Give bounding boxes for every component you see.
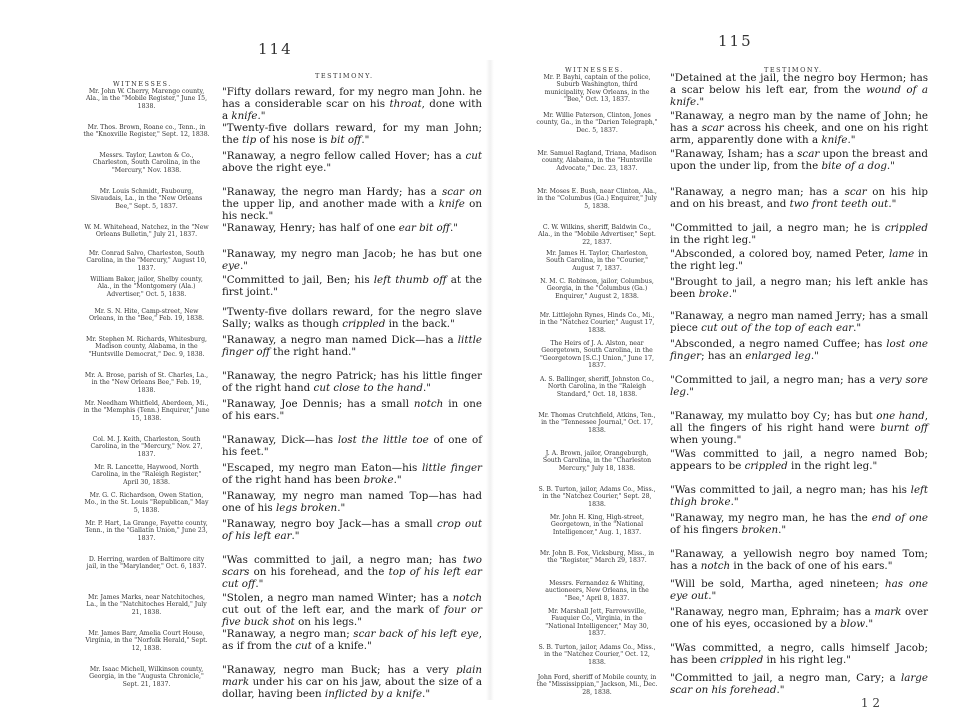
testimony-text: "Ranaway, my negro man, he has the end of one of his fingers broken." — [670, 512, 928, 537]
witness-citation: Mr. Thomas Crutchfield, Atkins, Ten., in the "Tennessee Journal," Oct. 17, 1838. — [538, 412, 656, 434]
testimony-text: "Ranaway, a negro man named Jerry; has a small piece cut out of the top of each ear." — [670, 310, 928, 335]
testimony-text: "Will be sold, Martha, aged nineteen; has one eye out." — [670, 578, 928, 603]
witness-citation: John Ford, sheriff of Mobile county, in the "Mississippian," Jackson, Mi., Dec. 28, 1838. — [536, 674, 658, 696]
entry-row — [0, 592, 490, 628]
entry-row — [0, 222, 490, 248]
testimony-text: "Ranaway, negro man, Ephraim; has a mark over one of his eyes, occasioned by a blow." — [670, 606, 928, 631]
testimony-text: "Ranaway, Joe Dennis; has a small notch in one of his ears." — [222, 398, 482, 423]
witness-citation: Mr. Stephen M. Richards, Whitesburg, Madison county, Alabama, in the "Huntsville Democrat," Dec. 9, 1838. — [85, 336, 208, 358]
witness-citation: Mr. Needham Whitfield, Aberdeen, Mi., in the "Memphis (Tenn.) Enquirer," June 15, 1838. — [83, 400, 210, 422]
witness-citation: S. B. Turton, jailor, Adams Co., Miss., in the "Natchez Courier," Oct. 12, 1838. — [538, 644, 656, 666]
testimony-text: "Was committed to jail, a negro man; has his left thigh broke." — [670, 484, 928, 509]
testimony-text: "Twenty-five dollars reward, for the negro slave Sally; walks as though crippled in the back." — [222, 306, 482, 331]
entry-row — [490, 672, 980, 702]
witness-citation: D. Herring, warden of Baltimore city jail, in the "Marylander," Oct. 6, 1837. — [86, 556, 207, 571]
entry-row — [0, 334, 490, 370]
entry-row — [490, 72, 980, 110]
testimony-text: "Brought to jail, a negro man; his left ankle has been broke." — [670, 276, 928, 301]
entry-row — [0, 306, 490, 334]
witness-citation: Mr. Samuel Ragland, Triana, Madison county, Alabama, in the "Huntsville Advocate," Dec. 23, 1837. — [537, 150, 657, 172]
witness-citation: Mr. Conrad Salvo, Charleston, South Carolina, in the "Mercury," August 10, 1837. — [86, 250, 207, 272]
testimony-text: "Twenty-five dollars reward, for my man John; the tip of his nose is bit off." — [222, 122, 482, 147]
witness-citation: Mr. Isaac Michell, Wilkinson county, Georgia, in the "Augusta Chronicle," Sept. 21, 1837. — [89, 666, 204, 688]
testimony-text: "Ranaway, Dick—has lost the little toe of one of his feet." — [222, 434, 483, 459]
entry-row — [490, 310, 980, 338]
testimony-text: "Was committed to jail, a negro man; has two scars on his forehead, and the top of his left ear cut off." — [222, 554, 482, 591]
testimony-text: "Ranaway, Henry; has half of one ear bit off." — [222, 222, 458, 234]
testimony-text: "Fifty dollars reward, for my negro man John. he has a considerable scar on his throat, done with a knife." — [222, 86, 483, 123]
witness-citation: Mr. S. N. Hite, Camp-street, New Orleans, in the "Bee," Feb. 19, 1838. — [88, 308, 204, 323]
entry-row — [490, 374, 980, 410]
signature-mark: 1 2 — [860, 696, 880, 710]
witness-citation: Messrs. Taylor, Lawton & Co., Charleston, South Carolina, in the "Mercury," Nov. 1838. — [92, 152, 201, 174]
testimony-text: "Ranaway, my negro man Jacob; he has but one eye." — [222, 248, 482, 273]
testimony-text: "Ranaway, a negro man by the name of John; he has a scar across his cheek, and one on his right arm, apparently done with a knife." — [670, 110, 928, 147]
witness-citation: Messrs. Fernandez & Whiting, auctioneers, New Orleans, in the "Bee," April 8, 1837. — [545, 580, 649, 602]
witness-citation: Mr. James Barr, Amelia Court House, Virginia, in the "Norfolk Herald," Sept. 12, 1838. — [85, 630, 208, 652]
testimony-text: "Ranaway, a negro man named Dick—has a little finger off the right hand." — [222, 334, 482, 359]
page-number: 115 — [718, 32, 753, 50]
entry-row — [0, 248, 490, 274]
testimony-text: "Ranaway, a negro man; has a scar on his hip and on his breast, and two front teeth out." — [670, 186, 928, 211]
entry-row — [0, 628, 490, 664]
entry-row — [490, 578, 980, 606]
testimony-text: "Ranaway, the negro man Hardy; has a scar on the upper lip, and another made with a knife on his neck." — [222, 186, 482, 223]
witness-citation: C. W. Wilkins, sheriff, Baldwin Co., Ala., in the "Mobile Advertiser," Sept. 22, 1837. — [538, 224, 656, 246]
entry-row — [490, 642, 980, 672]
witness-citation: Mr. G. C. Richardson, Owen Station, Mo., in the St. Louis "Republican," May 5, 1838. — [84, 492, 209, 514]
witness-citation: Mr. Littlejohn Rynes, Hinds Co., Mi., in the "Natchez Courier," August 17, 1838. — [539, 312, 655, 334]
testimony-text: "Ranaway, Isham; has a scar upon the breast and upon the under lip, from the bite of a dog." — [670, 148, 928, 173]
entry-row — [490, 448, 980, 484]
entry-row — [490, 148, 980, 186]
testimony-text: "Ranaway, a negro man; scar back of his left eye, as if from the cut of a knife." — [222, 628, 482, 653]
entry-row — [490, 276, 980, 310]
entry-row — [0, 150, 490, 186]
witness-citation: Mr. John W. Cherry, Marengo county, Ala., in the "Mobile Register," June 15, 1838. — [85, 88, 208, 110]
witnesses-header: WITNESSES. — [113, 80, 172, 88]
entry-row — [490, 248, 980, 276]
entry-row — [0, 86, 490, 122]
entry-row — [490, 186, 980, 222]
entry-row — [490, 606, 980, 642]
entry-row — [0, 664, 490, 704]
entry-row — [0, 122, 490, 150]
witness-citation: J. A. Brown, jailor, Orangeburgh, South Carolina, in the "Charleston Mercury," July 18, 1838. — [542, 450, 652, 472]
entry-row — [490, 548, 980, 578]
entry-row — [0, 398, 490, 434]
testimony-text: "Was committed to jail, a negro named Bob; appears to be crippled in the right leg." — [670, 448, 928, 473]
testimony-text: "Stolen, a negro man named Winter; has a notch cut out of the left ear, and the mark of four or five buck shot on his legs." — [222, 592, 482, 629]
entry-row — [0, 490, 490, 518]
testimony-text: "Ranaway, my mulatto boy Cy; has but one hand, all the fingers of his right hand were burnt off when young." — [670, 410, 928, 447]
witness-citation: Mr. Marshall Jett, Farrowsville, Fauquier Co., Virginia, in the "National Intelligencer," May 30, 1837. — [545, 608, 649, 637]
entry-row — [490, 222, 980, 248]
testimony-text: "Committed to jail, a negro man, Cary; a large scar on his forehead." — [670, 672, 928, 697]
testimony-text: "Ranaway, a negro fellow called Hover; has a cut above the right eye." — [222, 150, 482, 175]
witnesses-header: WITNESSES. — [565, 66, 624, 74]
witness-citation: Mr. P. Hart, La Grange, Fayette county, Tenn., in the "Gallatin Union," June 23, 1837. — [85, 520, 208, 542]
testimony-header: TESTIMONY. — [764, 66, 823, 74]
testimony-text: "Ranaway, the negro Patrick; has his little finger of the right hand cut close to the hand." — [222, 370, 482, 395]
witness-citation: William Baker, jailor, Shelby county, Ala., in the "Montgomery (Ala.) Advertiser," Oct. 5, 1838. — [90, 276, 203, 298]
witness-citation: Mr. R. Lancette, Haywood, North Carolina, in the "Raleigh Register," April 30, 1838. — [91, 464, 202, 486]
witness-citation: The Heirs of J. A. Alston, near Georgetown, South Carolina, in the "Georgetown [S.C.] Union," June 17, 1837. — [539, 340, 655, 369]
testimony-text: "Ranaway, my negro man named Top—has had one of his legs broken." — [222, 490, 482, 515]
witness-citation: Mr. A. Brose, parish of St. Charles, La., in the "New Orleans Bee," Feb. 19, 1838. — [84, 372, 209, 394]
witness-citation: Mr. John H. King, High-street, Georgetown, in the "National Intelligencer," Aug. 1, 1837. — [549, 514, 645, 536]
right-page — [490, 0, 980, 720]
witness-citation: Mr. John B. Fox, Vicksburg, Miss., in the "Register," March 29, 1837. — [539, 550, 655, 565]
testimony-text: "Escaped, my negro man Eaton—his little finger of the right hand has been broke." — [222, 462, 482, 487]
entry-row — [0, 186, 490, 222]
entry-row — [0, 370, 490, 398]
entry-row — [490, 338, 980, 374]
witness-citation: Mr. Willie Paterson, Clinton, Jones county, Ga., in the "Darien Telegraph," Dec. 5, 1837. — [536, 112, 658, 134]
witness-citation: Mr. P. Bayhi, captain of the police, Suburb Washington, third municipality, New Orleans, in the "Bee," Oct. 13, 1837. — [543, 74, 651, 103]
testimony-text: "Absconded, a colored boy, named Peter, lame in the right leg." — [670, 248, 928, 273]
witness-citation: S. B. Turton, jailor, Adams Co., Miss., in the "Natchez Courier," Sept. 28, 1838. — [538, 486, 656, 508]
testimony-text: "Absconded, a negro named Cuffee; has lost one finger; has an enlarged leg." — [670, 338, 928, 363]
page-number: 114 — [258, 40, 293, 58]
entry-row — [0, 518, 490, 554]
entry-row — [490, 410, 980, 448]
witness-citation: Mr. Louis Schmidt, Faubourg, Sivaudais, La., in the "New Orleans Bee," Sept. 5, 1837. — [90, 188, 203, 210]
entry-row — [0, 462, 490, 490]
entry-row — [0, 554, 490, 592]
entry-row — [0, 274, 490, 306]
testimony-text: "Committed to jail, a negro man; he is crippled in the right leg." — [670, 222, 928, 247]
testimony-header: TESTIMONY. — [315, 72, 374, 80]
witness-citation: Mr. Thos. Brown, Roane co., Tenn., in the "Knoxville Register," Sept. 12, 1838. — [83, 124, 210, 139]
witness-citation: Col. M. J. Keith, Charleston, South Carolina, in the "Mercury," Nov. 27, 1837. — [90, 436, 203, 458]
testimony-text: "Ranaway, a yellowish negro boy named Tom; has a notch in the back of one of his ears." — [670, 548, 928, 573]
testimony-text: "Committed to jail, a negro man; has a very sore leg." — [670, 374, 928, 399]
testimony-text: "Ranaway, negro boy Jack—has a small crop out of his left ear." — [222, 518, 483, 543]
entry-row — [490, 484, 980, 512]
testimony-text: "Committed to jail, Ben; his left thumb off at the first joint." — [222, 274, 483, 299]
entries-list — [0, 86, 490, 704]
entry-row — [490, 110, 980, 148]
witness-citation: Mr. James Marks, near Natchitoches, La., in the "Natchitoches Herald," July 21, 1838. — [86, 594, 207, 616]
witness-citation: Mr. James H. Taylor, Charleston, South Carolina, in the "Courier," August 7, 1837. — [545, 250, 649, 272]
entry-row — [490, 512, 980, 548]
witness-citation: Mr. Moses E. Bush, near Clinton, Ala., in the "Columbus (Ga.) Enquirer," July 5, 1838. — [537, 188, 657, 210]
testimony-text: "Ranaway, negro man Buck; has a very plain mark under his car on his jaw, about the size of a dollar, having been inflicted by a knife." — [222, 664, 482, 701]
witness-citation: W. M. Whitehead, Natchez, in the "New Orleans Bulletin," July 21, 1837. — [84, 224, 209, 239]
testimony-text: "Was committed, a negro, calls himself Jacob; has been crippled in his right leg." — [670, 642, 928, 667]
witness-citation: A. S. Ballinger, sheriff, Johnston Co., North Carolina, in the "Raleigh Standard," Oct. 18, 1838. — [539, 376, 654, 398]
testimony-text: "Detained at the jail, the negro boy Hermon; has a scar below his left ear, from the wound of a knife." — [670, 72, 928, 109]
witness-citation: N. M. C. Robinson, jailor, Columbus, Georgia, in the "Columbus (Ga.) Enquirer," August 2, 1838. — [540, 278, 654, 300]
entry-row — [0, 434, 490, 462]
entries-list — [490, 72, 980, 702]
